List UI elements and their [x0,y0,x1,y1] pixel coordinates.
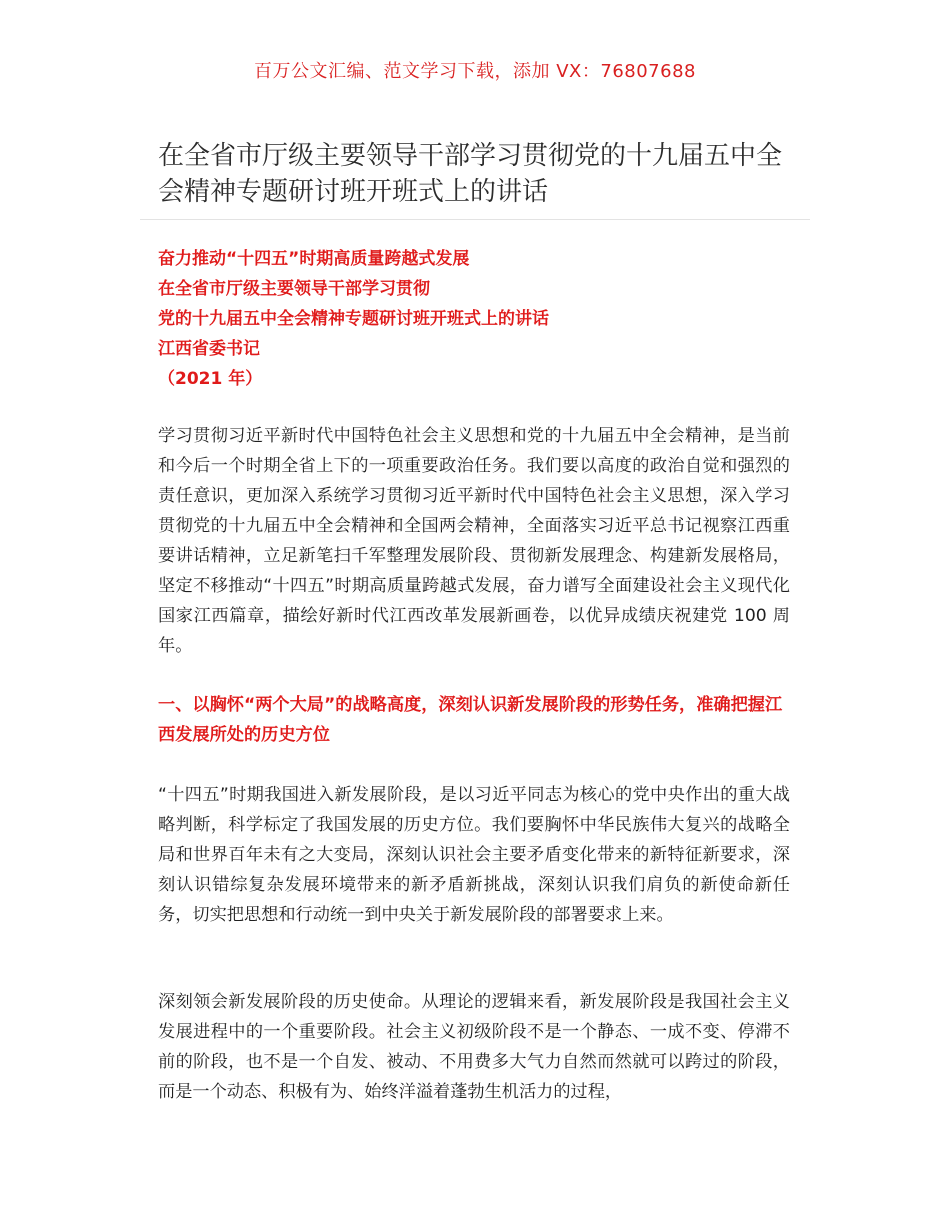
title-divider [140,219,810,220]
intro-paragraph: 学习贯彻习近平新时代中国特色社会主义思想和党的十九届五中全会精神，是当前和今后一个时期全省上下的一项重要政治任务。我们要以高度的政治自觉和强烈的责任意识，更加深入系统学习贯彻习近平新时代中国特色社会主义思想，深入学习贯彻党的十九届五中全会精神和全国两会精神，全面落实习近平总书记视察江西重要讲话精神，立足新笔扫千军整理发展阶段、贯彻新发展理念、构建新发展格局，坚定不移推动“十四五”时期高质量跨越式发展，奋力谱写全面建设社会主义现代化国家江西篇章，描绘好新时代江西改革发展新画卷，以优异成绩庆祝建党 100 周年。 [158,426,790,656]
watermark-banner: 百万公文汇编、范文学习下载，添加 VX：76807688 [254,61,696,82]
speech-occasion-line-2: 党的十九届五中全会精神专题研讨班开班式上的讲话 [158,309,549,329]
speech-occasion-line-1: 在全省市厅级主要领导干部学习贯彻 [158,279,430,299]
section1-paragraph-1: “十四五”时期我国进入新发展阶段，是以习近平同志为核心的党中央作出的重大战略判断，科学标定了我国发展的历史方位。我们要胸怀中华民族伟大复兴的战略全局和世界百年未有之大变局，深刻认识社会主要矛盾变化带来的新特征新要求，深刻认识错综复杂发展环境带来的新矛盾新挑战，深刻认识我们肩负的新使命新任务，切实把思想和行动统一到中央关于新发展阶段的部署要求上来。 [158,785,790,925]
speech-year: （2021 年） [158,369,263,389]
section1-paragraph-2: 深刻领会新发展阶段的历史使命。从理论的逻辑来看，新发展阶段是我国社会主义发展进程中的一个重要阶段。社会主义初级阶段不是一个静态、一成不变、停滞不前的阶段，也不是一个自发、被动、不用费多大气力自然而然就可以跨过的阶段，而是一个动态、积极有为、始终洋溢着蓬勃生机活力的过程， [158,992,790,1102]
speaker-title: 江西省委书记 [158,339,260,359]
speech-header-block [158,244,798,394]
document-title: 在全省市厅级主要领导干部学习贯彻党的十九届五中全会精神专题研讨班开班式上的讲话 [158,141,783,207]
section-heading-1: 一、以胸怀“两个大局”的战略高度，深刻认识新发展阶段的形势任务，准确把握江西发展所处的历史方位 [158,695,783,745]
speech-main-title: 奋力推动“十四五”时期高质量跨越式发展 [158,249,470,269]
